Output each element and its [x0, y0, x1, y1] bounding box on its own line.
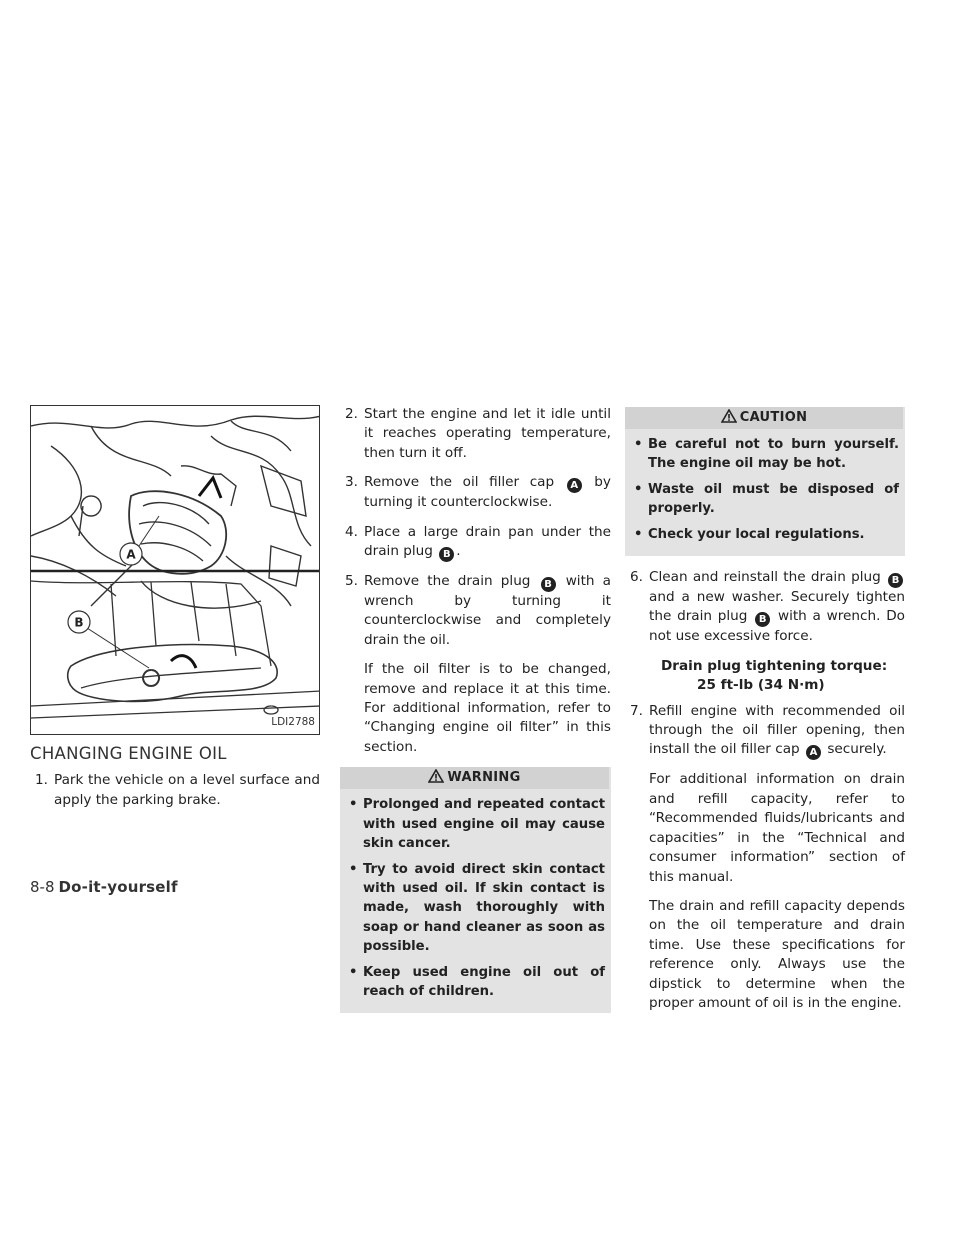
step-text: Refill engine with recommended oil through the oil filler opening, then install the oil filler cap	[649, 702, 905, 758]
torque-spec	[625, 657, 905, 696]
caution-item: • Be careful not to burn yourself. The engine oil may be hot.	[631, 435, 899, 474]
step-text: and a new washer. Securely tighten the drain plug	[649, 589, 905, 625]
warning-item: • Keep used engine oil out of reach of children.	[346, 963, 605, 1002]
step-text: Remove the oil filler cap	[364, 474, 555, 491]
right-column	[625, 405, 905, 1023]
middle-column	[340, 405, 611, 1025]
engine-drawing	[31, 406, 320, 735]
callout-a-label: A	[126, 547, 136, 562]
step-text: Remove the drain plug	[364, 573, 531, 590]
step-2	[340, 405, 611, 463]
warning-box	[340, 767, 611, 1013]
caution-title: CAUTION	[739, 410, 808, 425]
section-title: CHANGING ENGINE OIL	[30, 744, 227, 763]
step-number: 5.	[345, 573, 358, 590]
step-number: 7.	[630, 702, 643, 719]
step-number: 4.	[345, 523, 358, 540]
step-5-note: If the oil filter is to be changed, remove and replace it at this time. For additional information, refer to “Changing engine oil filter” in this section.	[364, 661, 611, 755]
step-text: Park the vehicle on a level surface and apply the parking brake.	[54, 772, 320, 808]
callout-b-label: B	[74, 615, 84, 630]
caution-box	[625, 407, 905, 556]
step-5	[340, 572, 611, 650]
engine-illustration	[30, 405, 320, 735]
step-text: Start the engine and let it idle until it reaches operating temperature, then turn it off.	[364, 406, 611, 461]
step-number: 1.	[35, 772, 48, 789]
caution-item: • Check your local regulations.	[631, 525, 899, 544]
warning-item: • Prolonged and repeated contact with used engine oil may cause skin cancer.	[346, 795, 605, 853]
left-column	[30, 405, 320, 820]
step-text: .	[456, 543, 461, 560]
marker-b-icon: B	[888, 573, 903, 588]
step-text: by turning it counterclockwise.	[364, 474, 611, 511]
torque-value: 25 ft-lb (34 N·m)	[697, 677, 825, 694]
step-3	[340, 473, 611, 512]
warning-item: • Try to avoid direct skin contact with used oil. If skin contact is made, wash thoroughly with soap or hand cleaner as soon as possible.	[346, 860, 605, 957]
warning-list	[340, 789, 609, 1001]
figure-code: LDI2788	[271, 715, 315, 728]
chapter-title: Do-it-yourself	[58, 878, 178, 896]
caution-list	[625, 429, 903, 544]
step-1	[30, 771, 320, 810]
page-footer	[30, 878, 178, 896]
step-text: securely.	[827, 741, 887, 758]
warning-triangle-icon	[721, 409, 737, 431]
warning-triangle-icon	[428, 769, 444, 791]
marker-b-icon: B	[439, 547, 454, 562]
step-text: Place a large drain pan under the drain plug	[364, 523, 611, 560]
step-7	[625, 702, 905, 761]
warning-header	[340, 767, 609, 789]
step-4	[340, 523, 611, 562]
marker-b-icon: B	[541, 577, 556, 592]
step-6	[625, 568, 905, 647]
step-number: 2.	[345, 406, 358, 422]
step-7-note-1: For additional information on drain and refill capacity, refer to “Recommended fluids/lubricants and capacities” in the “Technical and consumer information” section of this manual.	[649, 771, 905, 885]
step-number: 6.	[630, 569, 643, 586]
page-number: 8-8	[30, 878, 55, 896]
step-number: 3.	[345, 474, 358, 491]
marker-a-icon: A	[567, 478, 582, 493]
marker-b-icon: B	[755, 612, 770, 627]
caution-item: • Waste oil must be disposed of properly.	[631, 480, 899, 519]
step-text: Clean and reinstall the drain plug	[649, 569, 881, 586]
warning-title: WARNING	[447, 770, 521, 786]
torque-label: Drain plug tightening torque:	[661, 657, 888, 674]
step-text: with a wrench by turning it counterclockwise and completely drain the oil.	[364, 573, 611, 648]
step-text: with a wrench. Do not use excessive force.	[649, 608, 905, 645]
marker-a-icon: A	[806, 745, 821, 760]
caution-header	[625, 407, 903, 429]
step-7-note-2: The drain and refill capacity depends on the oil temperature and drain time. Use these specifications for reference only. Always use the dipstick to determine when the proper amount of oil is in the engine.	[649, 897, 905, 1011]
